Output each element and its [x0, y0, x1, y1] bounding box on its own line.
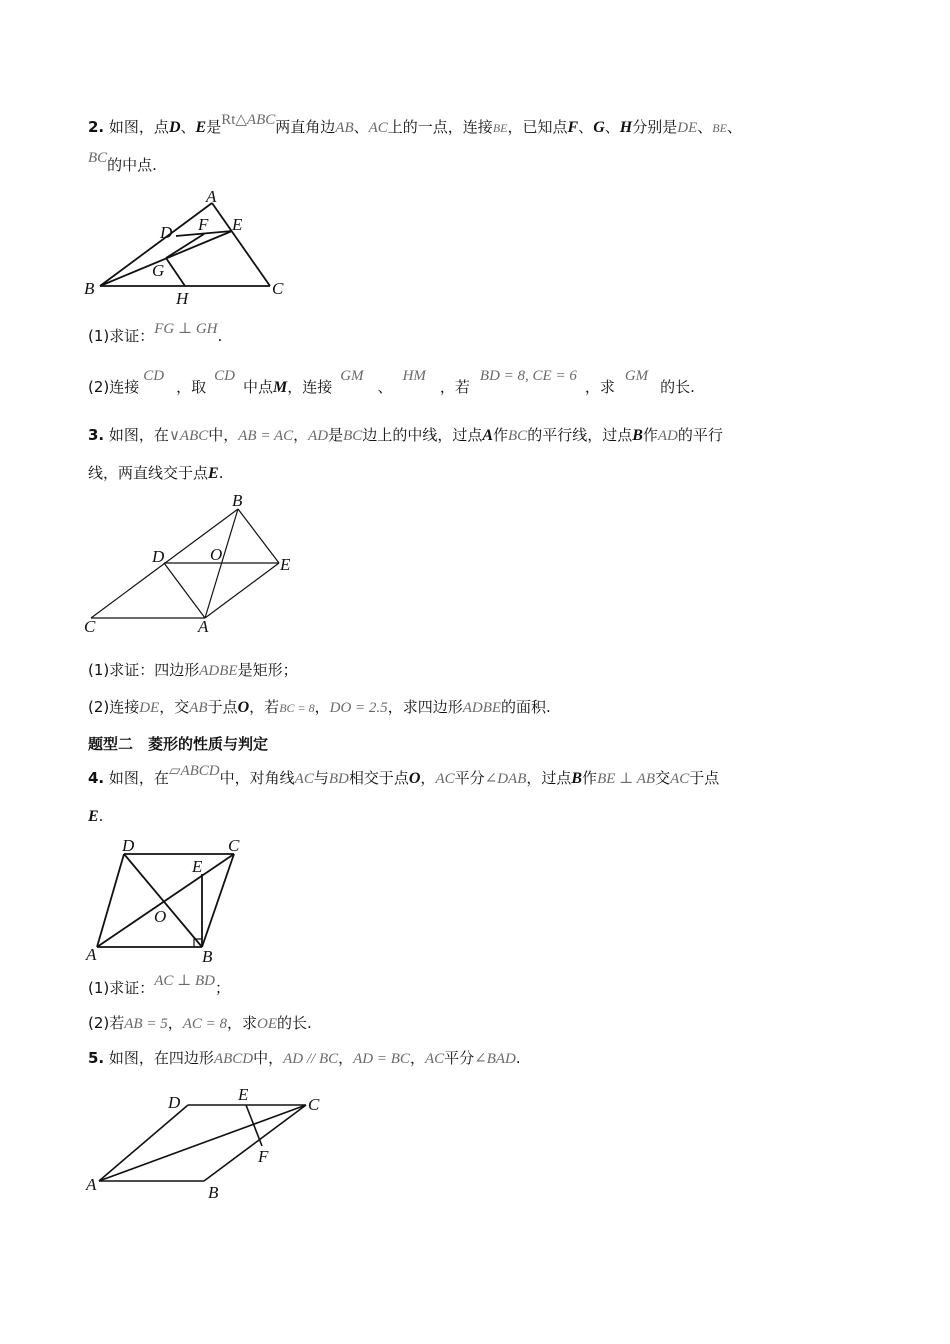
q2-part1: (1)求证：FG ⊥ GH.	[88, 321, 223, 345]
label-e: E	[232, 215, 243, 234]
label-b: B	[84, 279, 95, 298]
q5-statement: 5. 如图，在四边形ABCD中，AD // BC，AD = BC，AC平分∠BAD.	[88, 1049, 521, 1067]
label-c: C	[228, 836, 240, 855]
label-d: D	[160, 223, 173, 242]
label-d: D	[168, 1093, 181, 1112]
q2-triangle-figure	[80, 188, 300, 308]
q3-rectangle-figure	[80, 492, 310, 637]
q3-part1: (1)求证：四边形ADBE是矩形；	[88, 661, 298, 679]
label-g: G	[152, 261, 165, 280]
label-b: B	[208, 1183, 219, 1202]
segment-gh	[166, 258, 185, 286]
segment-ac	[99, 1105, 306, 1181]
label-a: A	[86, 945, 97, 964]
label-b: B	[202, 947, 213, 966]
label-e: E	[238, 1085, 249, 1104]
question-number: 5.	[88, 1049, 105, 1067]
label-c: C	[272, 279, 284, 298]
label-a: A	[198, 617, 209, 636]
label-h: H	[176, 289, 189, 308]
label-c: C	[308, 1095, 320, 1114]
segment-db	[124, 854, 202, 947]
q2-statement-line1: 2. 如图，点D、E是Rt△ABC两直角边AB、AC上的一点，连接BE，已知点F、G、H分别是DE、BE、	[88, 112, 742, 136]
label-f: F	[258, 1147, 269, 1166]
label-o: O	[210, 545, 223, 564]
q2-statement-line2: BC的中点.	[88, 150, 157, 174]
segment-ac	[97, 854, 234, 947]
q4-part1: (1)求证：AC ⊥ BD；	[88, 973, 231, 997]
q3-part2: (2)连接DE，交AB于点O，若BC = 8，DO = 2.5，求四边形ADBE的面积.	[88, 698, 551, 716]
question-number: 4.	[88, 769, 105, 787]
segment-ea	[205, 563, 279, 618]
label-a: A	[206, 187, 217, 206]
label-e: E	[192, 857, 203, 876]
q4-statement-line2: E.	[88, 807, 104, 825]
label-a: A	[86, 1175, 97, 1194]
label-d: D	[122, 836, 135, 855]
segment-be	[238, 509, 279, 563]
q5-quadrilateral-figure	[82, 1080, 342, 1205]
segment-ad	[99, 1105, 188, 1181]
label-e: E	[280, 555, 291, 574]
label-f: F	[198, 215, 209, 234]
q2-part2: (2)连接CD，取CD中点M，连接GM、HM，若BD = 8, CE = 6，求GM的长.	[88, 368, 695, 396]
segment-bc	[202, 854, 234, 947]
segment-ad	[97, 854, 124, 947]
q4-parallelogram-figure	[82, 832, 262, 968]
q3-statement-line1: 3. 如图，在∨ABC中，AB = AC，AD是BC边上的中线，过点A作BC的平行线，过点B作AD的平行	[88, 426, 723, 444]
label-c: C	[84, 617, 96, 636]
label-o: O	[154, 907, 167, 926]
segment-da	[164, 563, 205, 618]
label-d: D	[152, 547, 165, 566]
q3-statement-line2: 线，两直线交于点E.	[88, 464, 224, 482]
segment-bc	[204, 1105, 306, 1181]
question-number: 2.	[88, 118, 105, 136]
q4-part2: (2)若AB = 5，AC = 8，求OE的长.	[88, 1014, 312, 1032]
label-b: B	[232, 491, 243, 510]
question-number: 3.	[88, 426, 105, 444]
q4-statement-line1: 4. 如图，在▱ABCD中，对角线AC与BD相交于点O，AC平分∠DAB，过点B作BE ⊥ AB交AC于点	[88, 763, 720, 787]
section-heading: 题型二 菱形的性质与判定	[88, 735, 269, 753]
